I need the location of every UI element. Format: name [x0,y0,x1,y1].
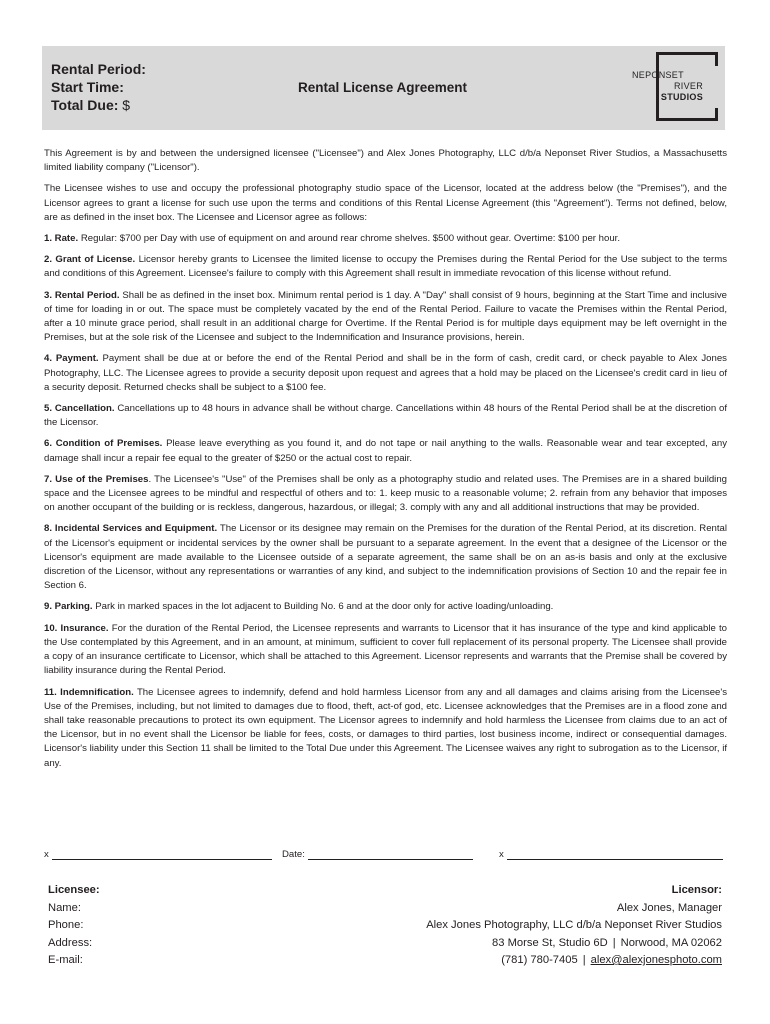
licensee-heading: Licensee: [48,884,100,896]
logo-frame [656,52,659,121]
licensee-signature-line[interactable] [44,849,272,860]
section-indemnification [44,686,727,771]
logo-line-1: NEPONSET [632,70,684,80]
section-text: . The Licensee's "Use" of the Premises shall be only as a photography studio and related uses. The Premises are in a shared building space and the Licensee agrees to be mindful and respectful of others and to: 1. keep music to a reasonable volume; 2. refrain from any behavior that imposes on another occupant of the building or is reckless, dangerous, hazardous, or illegal; 3. comply with any and all additional instructions that may be provided. [44,473,727,514]
total-due-value: $ [122,97,131,113]
licensor-signature-field[interactable] [507,849,723,860]
licensee-email-label: E-mail: [48,954,83,966]
section-cancellation [44,402,727,430]
section-rental-period [44,289,727,346]
section-heading: 3. Rental Period. [44,289,120,301]
section-text: Shall be as defined in the inset box. Minimum rental period is 1 day. A "Day" shall consist of 9 hours, beginning at the Start Time and inclusive of time for loading in or out. The space must be completely vacated by the end of the Rental Period. Failure to vacate the Premises within the Rental Period, after a 10 minute grace period, shall result in an additional charge for Overtime. If the Rental Period is for multiple days equipment may be left overnight in the Premises, but at the sole risk of the Licensee and subject to the Indemnification and Insurance provisions, herein. [44,289,727,344]
licensee-block [48,882,100,970]
section-text: Licensor hereby grants to Licensee the limited license to occupy the Premises during the Rental Period for the Use subject to the terms and conditions of this Agreement. Licensee's failure to comply with this Agreement shall result in immediate revocation of this license without refund. [44,254,727,280]
licensor-phone: (781) 780-7405 [501,954,578,966]
section-heading: 2. Grant of License. [44,254,136,266]
logo-line-2: RIVER [673,81,703,91]
section-text: The Licensee agrees to indemnify, defend and hold harmless Licensor from any and all damages and claims arising from the Licensee's Use of the Premises, including, but not limited to damages due to flood, theft, act-of god, etc. Licensee acknowledges that the Premises are in a flood zone and shall take reasonable precautions to protect its own equipment. The Licensor agrees to indemnify and hold harmless the Licensee from claims due to an act of the Licensor, but in no event shall the Licensor be liable for fees, costs, or damages to third parties, lost business income, indirect or consequential damages. Licensor's liability under this Section 11 shall be limited to the Total Due under this Agreement. The Licensee waives any right to subrogation as to the Licensor, if any. [44,686,727,769]
section-heading: 10. Insurance. [44,622,109,634]
section-text: Cancellations up to 48 hours in advance shall be without charge. Cancellations within 48 hours of the Rental Period shall be at the discretion of the Licensor. [44,403,728,429]
section-text: Regular: $700 per Day with use of equipment on and around rear chrome shelves. $500 without gear. Overtime: $100 per hour. [80,233,620,245]
licensor-street: 83 Morse St, Studio 6D [492,936,608,949]
licensor-signature-line[interactable] [499,849,723,860]
total-due-row [51,96,146,114]
section-payment [44,352,727,395]
logo-line-3: STUDIOS [660,92,703,102]
separator: | [612,936,616,949]
section-heading: 5. Cancellation. [44,403,115,415]
date-label: Date: [282,849,305,860]
licensee-signature-field[interactable] [52,849,272,860]
section-heading: 11. Indemnification. [44,686,134,698]
start-time-label: Start Time: [51,79,124,95]
section-text: For the duration of the Rental Period, the Licensee represents and warrants to Licensor that it has insurance of the type and kind applicable to the Use contemplated by this Agreement, and in an amount, at minimum, sufficient to cover full replacement of its personal property. The Licensee shall provide a copy of an insurance certificate to Licensor, which shall be attached to this Agreement. Licensor represents and warrants that the Premise shall be covered by liability insurance during the Rental Period. [44,622,727,677]
licensee-phone-label: Phone: [48,919,84,931]
section-rate [44,232,727,246]
studio-logo [632,52,716,123]
licensee-name-label: Name: [48,901,81,914]
section-text: Payment shall be due at or before the end of the Rental Period and shall be in the form of cash, credit card, or check payable to Alex Jones Photography, LLC. The Licensee agrees to provide a security deposit upon request and agrees that a hold may be placed on the Licensee's credit card in lieu of a security deposit. Returned checks shall be subject to a $100 fee. [44,353,727,393]
licensor-name: Alex Jones, Manager [616,901,722,914]
licensor-email-link[interactable]: alex@alexjonesphoto.com [590,954,722,966]
section-incidental-services [44,522,727,593]
agreement-body [44,147,727,778]
rental-period-label: Rental Period: [51,61,146,77]
licensor-block [426,882,722,970]
section-heading: 6. Condition of Premises. [44,438,163,450]
section-text: Please leave everything as you found it, and do not tape or nail anything to the walls. Reasonable wear and tear excepted, any damage shall incur a repair fee equal to the greater of $250 or the actual cost to repair. [44,438,727,464]
licensor-heading: Licensor: [671,884,722,896]
section-condition-of-premises [44,437,727,465]
licensor-company: Alex Jones Photography, LLC d/b/a Neponset River Studios [426,919,722,931]
signature-x-mark: x [44,849,49,860]
signature-x-mark: x [499,849,504,860]
section-parking [44,600,727,614]
licensor-city: Norwood, MA 02062 [620,936,722,949]
rental-info [51,60,146,114]
date-field[interactable] [308,849,473,860]
section-heading: 8. Incidental Services and Equipment. [44,523,218,535]
section-text: Park in marked spaces in the lot adjacent to Building No. 6 and at the door only for active loading/unloading. [95,601,554,613]
section-heading: 7. Use of the Premises [44,473,149,485]
licensor-contact [426,952,722,970]
separator: | [582,954,586,966]
date-line[interactable] [282,849,473,860]
section-heading: 9. Parking. [44,601,93,613]
intro-paragraph: This Agreement is by and between the undersigned licensee ("Licensee") and Alex Jones Photography, LLC d/b/a Neponset River Studios, a Massachusetts limited liability company ("Licensor"). [44,148,727,174]
section-grant-of-license [44,253,727,281]
licensee-address-label: Address: [48,936,93,949]
licensor-address [426,935,722,953]
section-heading: 4. Payment. [44,353,99,365]
section-insurance [44,622,727,679]
page-title: Rental License Agreement [298,80,468,95]
section-use-of-premises [44,473,727,516]
header-box [42,46,725,130]
section-heading: 1. Rate. [44,233,79,245]
total-due-label: Total Due: [51,97,119,113]
section-text: The Licensor or its designee may remain on the Premises for the duration of the Rental Period, at its discretion. Rental of the Licensor's equipment or incidental services by the owner shall be pursuant to a separate agreement. In the event that a designee of the Licensor or the Licensor's equipment are made available to the Licensee outside of a separate agreement, the same shall be on an as-is basis and only at the exclusive discretion of the Licensor, without any representations or warranties of any kind, and subject to the indemnification provisions of Section 10 and the repair fee in Section 6. [44,523,727,592]
intro-paragraph: The Licensee wishes to use and occupy the professional photography studio space of the Licensor, located at the address below (the "Premises"), and the Licensor agrees to grant a license for such use upon the terms and conditions of this Rental License Agreement (this "Agreement"). Terms not defined, below, are as defined in the inset box. The Licensee and Licensor agree as follows: [44,183,727,223]
